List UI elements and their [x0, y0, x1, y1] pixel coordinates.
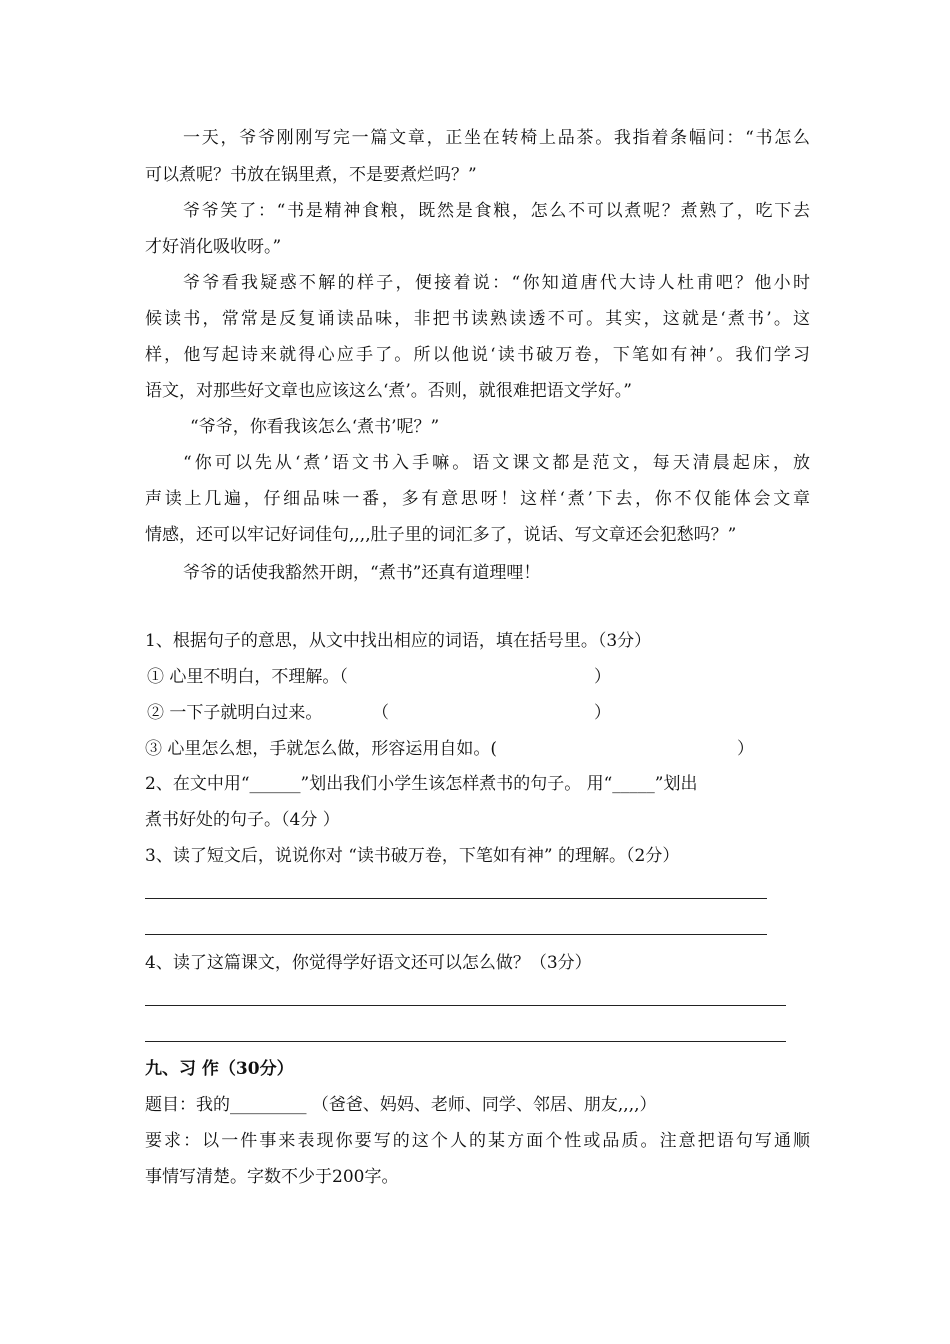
answer-line[interactable]: [145, 1041, 786, 1042]
passage-line: 声读上几遍，仔细品味一番，多有意思呀！这样‘煮’下去，你不仅能体会文章: [145, 489, 810, 509]
composition-requirement: 要求：以一件事来表现你要写的这个人的某方面个性或品质。注意把语句写通顺: [145, 1131, 810, 1151]
passage-line: 候读书，常常是反复诵读品味，非把书读熟读透不可。其实，这就是‘煮书’。这: [145, 309, 810, 329]
passage-line: 语文，对那些好文章也应该这么‘煮’。否则，就很难把语文学好。”: [145, 381, 632, 401]
passage-line: 爷爷的话使我豁然开朗，“煮书”还真有道理哩！: [183, 563, 541, 583]
question-1-item-b: ② 一下子就明白过来。: [147, 703, 323, 723]
composition-topic: 题目：我的_________ （爸爸、妈妈、老师、同学、邻居、朋友,,,,）: [145, 1095, 657, 1115]
answer-line[interactable]: [145, 934, 767, 935]
question-2-cont: 煮书好处的句子。（4分 ）: [145, 810, 340, 830]
paren-close: ）: [594, 667, 611, 687]
passage-line: “爷爷，你看我该怎么‘煮书’呢？”: [190, 417, 440, 437]
passage-line: 可以煮呢？书放在锅里煮，不是要煮烂吗？”: [145, 165, 477, 185]
composition-requirement-cont: 事情写清楚。字数不少于200字。: [145, 1167, 399, 1187]
question-3: 3、读了短文后，说说你对 “读书破万卷，下笔如有神” 的理解。（2分）: [145, 846, 680, 866]
question-2: 2、在文中用“______”划出我们小学生该怎样煮书的句子。 用“_____”划出: [145, 774, 698, 794]
question-1: 1、根据句子的意思，从文中找出相应的词语，填在括号里。（3分）: [145, 631, 652, 651]
answer-line[interactable]: [145, 898, 767, 899]
paren-close: ）: [594, 703, 611, 723]
question-1-item-a: ① 心里不明白，不理解。（: [147, 667, 348, 687]
passage-line: 样，他写起诗来就得心应手了。所以他说‘读书破万卷，下笔如有神’。我们学习: [145, 345, 810, 365]
passage-line: 一天，爷爷刚刚写完一篇文章，正坐在转椅上品茶。我指着条幅问：“书怎么: [183, 128, 810, 148]
question-4: 4、读了这篇课文，你觉得学好语文还可以怎么做？（3分）: [145, 953, 592, 973]
composition-heading: 九、习 作（30分）: [145, 1059, 294, 1079]
paren-close: ）: [737, 739, 754, 759]
paren-open: （: [372, 703, 389, 723]
passage-line: 情感，还可以牢记好词佳句,,,,肚子里的词汇多了，说话、写文章还会犯愁吗？”: [145, 525, 737, 545]
passage-line: 爷爷笑了：“书是精神食粮，既然是食粮，怎么不可以煮呢？煮熟了，吃下去: [183, 201, 810, 221]
answer-line[interactable]: [145, 1005, 786, 1006]
passage-line: 才好消化吸收呀。”: [145, 237, 282, 257]
passage-line: “你可以先从‘煮’语文书入手嘛。语文课文都是范文，每天清晨起床，放: [183, 453, 810, 473]
passage-line: 爷爷看我疑惑不解的样子，便接着说：“你知道唐代大诗人杜甫吧？他小时: [183, 273, 810, 293]
question-1-item-c: ③ 心里怎么想，手就怎么做，形容运用自如。(: [145, 739, 498, 759]
